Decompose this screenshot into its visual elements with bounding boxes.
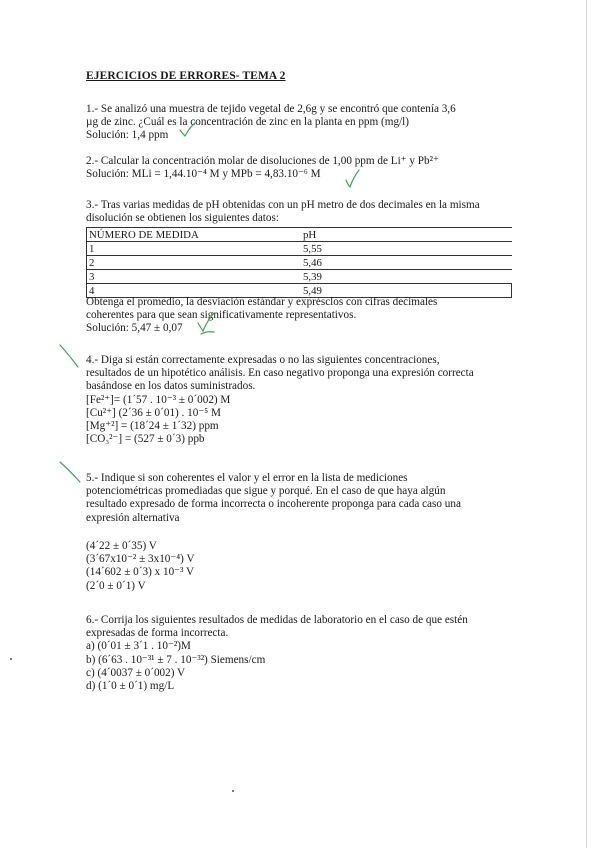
margin-mark-icon <box>58 343 80 369</box>
margin-mark-icon <box>58 460 82 484</box>
exercise-3 <box>86 199 526 225</box>
exercise-5-line-2: potenciométricas promediadas que sigue y porqué. En el caso de que haya algún <box>86 485 446 498</box>
exercise-5 <box>86 472 526 525</box>
exercise-1 <box>86 103 526 143</box>
exercise-5-item: (14´602 ± 0´3) x 10⁻³ V <box>86 566 195 579</box>
exercise-3-after-2: coherentes para que sean significativamente representativos. <box>86 309 357 322</box>
stray-dot <box>10 658 12 660</box>
table-cell: 2 <box>87 256 302 270</box>
exercise-5-line-3: resultado expresado de forma incorrecta o incoherente proponga para cada caso una <box>86 498 461 511</box>
exercise-4-line-2: resultados de un hipotético análisis. En caso negativo proponga una expresión correcta <box>86 367 474 380</box>
exercise-4-item: [Fe²⁺]= (1´57 . 10⁻³ ± 0´002) M <box>86 393 231 406</box>
page-title: EJERCICIOS DE ERRORES- TEMA 2 <box>86 70 286 82</box>
exercise-3-after-1: Obtenga el promedio, la desviación estándar y exprésclos con cifras decimales <box>86 296 438 308</box>
exercise-6-line-2: expresadas de forma incorrecta. <box>86 627 229 640</box>
exercise-3-line-2: disolución se obtienen los siguientes datos: <box>86 212 279 225</box>
exercise-4-item: [Mg⁺²] = (18´24 ± 1´32) ppm <box>86 420 219 433</box>
exercise-5-item: (3´67x10⁻² ± 3x10⁻⁴) V <box>86 553 195 566</box>
stray-dot <box>232 790 234 792</box>
exercise-6-item: c) (4´0037 ± 0´002) V <box>86 666 186 679</box>
exercise-3-solution: Solución: 5,47 ± 0,07 <box>86 322 183 335</box>
exercise-4-item: [CO₃²⁻] = (527 ± 0´3) ppb <box>86 433 205 446</box>
pen-stroke-icon <box>200 330 216 336</box>
exercise-5-list <box>86 540 526 593</box>
check-mark-icon <box>344 168 362 190</box>
table-row <box>87 242 512 256</box>
table-cell: 1 <box>87 242 302 256</box>
exercise-4 <box>86 354 526 446</box>
table-header-row <box>87 228 512 242</box>
table-header: NÚMERO DE MEDIDA <box>87 228 302 242</box>
exercise-2 <box>86 155 526 181</box>
exercise-6-item: b) (6´63 . 10⁻³¹ ± 7 . 10⁻³²) Siemens/cm <box>86 653 266 666</box>
exercise-4-item: [Cu²⁺] (2´36 ± 0´01) . 10⁻⁵ M <box>86 406 221 419</box>
exercise-6-line-1: 6.- Corrija los siguientes resultados de medidas de laboratorio en el caso de que estén <box>86 614 468 626</box>
exercise-1-line-1: 1.- Se analizó una muestra de tejido vegetal de 2,6g y se encontró que contenía 3,6 <box>86 103 456 115</box>
table-cell: 5,39 <box>301 270 512 284</box>
table-cell: 4 <box>87 284 302 298</box>
table-row <box>87 270 512 284</box>
exercise-5-line-4: expresión alternativa <box>86 511 180 524</box>
exercise-5-line-1: 5.- Indique si son coherentes el valor y el error en la lista de mediciones <box>86 472 408 484</box>
exercise-5-item: (2´0 ± 0´1) V <box>86 579 146 592</box>
exercise-3-instructions <box>86 296 526 336</box>
exercise-1-line-2: µg de zinc. ¿Cuál es la concentración de zinc en la planta en ppm (mg/l) <box>86 116 409 129</box>
table-cell: 3 <box>87 270 302 284</box>
check-mark-icon <box>178 120 198 138</box>
ph-measurements-table <box>86 227 512 298</box>
exercise-3-line-1: 3.- Tras varias medidas de pH obtenidas con un pH metro de dos decimales en la misma <box>86 199 480 211</box>
exercise-2-line-1: 2.- Calcular la concentración molar de disoluciones de 1,00 ppm de Li⁺ y Pb²⁺ <box>86 155 439 167</box>
table-cell: 5,46 <box>301 256 512 270</box>
exercise-4-line-1: 4.- Diga si están correctamente expresadas o no las siguientes concentraciones, <box>86 354 440 366</box>
exercise-2-solution: Solución: MLi = 1,44.10⁻⁴ M y MPb = 4,83.10⁻⁶ M <box>86 168 321 181</box>
exercise-6-item: a) (0´01 ± 3´1 . 10⁻²)M <box>86 640 191 653</box>
table-row <box>87 256 512 270</box>
exercise-6-item: d) (1´0 ± 0´1) mg/L <box>86 680 175 693</box>
exercise-6 <box>86 614 526 693</box>
exercise-1-solution: Solución: 1,4 ppm <box>86 129 169 142</box>
table-cell: 5,49 <box>301 284 512 298</box>
table-cell: 5,55 <box>301 242 512 256</box>
scan-edge-line <box>586 0 587 848</box>
exercise-4-line-3: basándose en los datos suministrados. <box>86 380 256 393</box>
table-header: pH <box>301 228 512 242</box>
exercise-5-item: (4´22 ± 0´35) V <box>86 540 157 552</box>
